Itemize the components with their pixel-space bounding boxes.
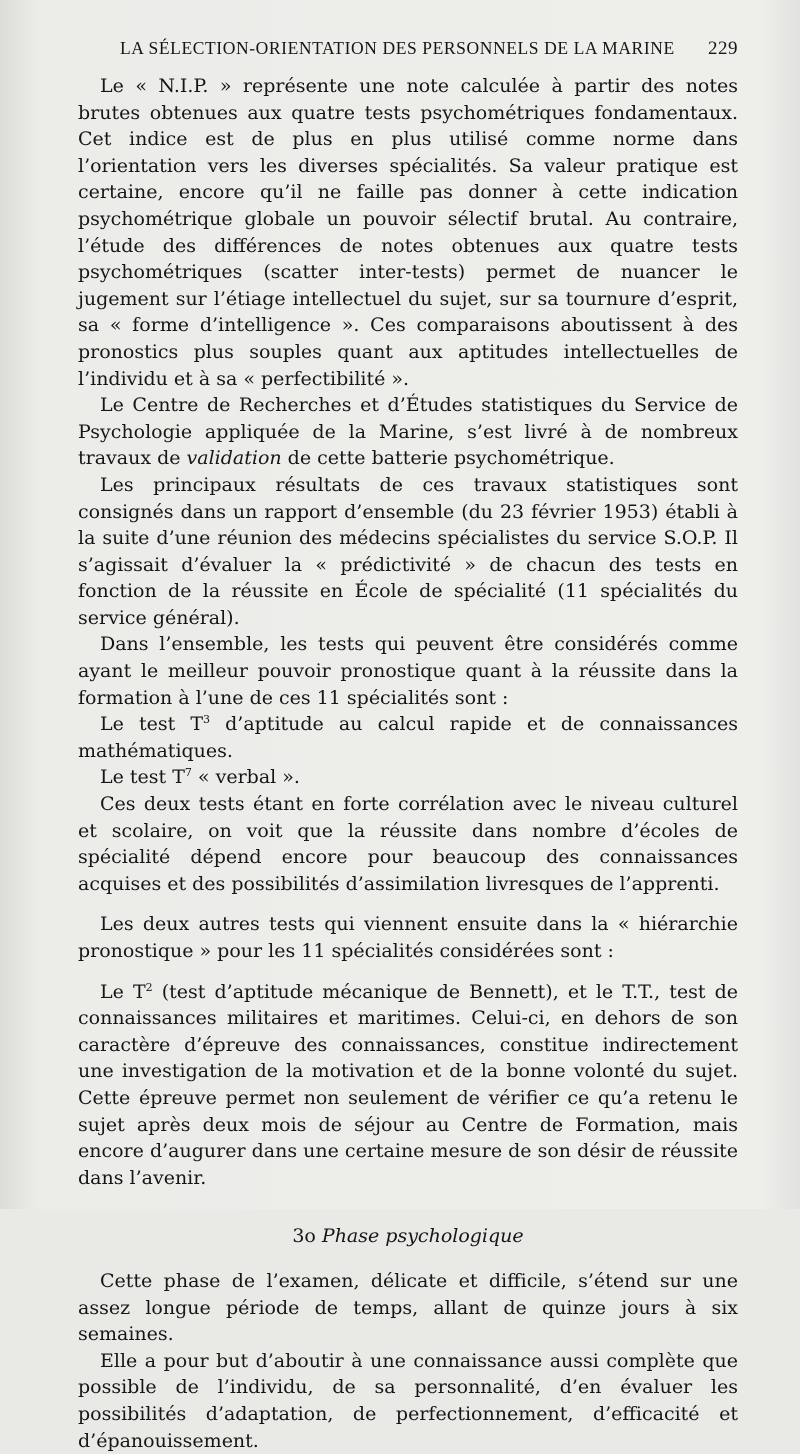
paragraph-correlation: Ces deux tests étant en forte corrélation avec le niveau culturel et scolaire, on voit que la réussite dans nombre d’écoles de spécialité dépend encore pour beaucoup des connaissances acquises et des possibilités d’assimilation livresques de l’apprenti. [78,793,738,895]
running-title: LA SÉLECTION-ORIENTATION DES PERSONNELS DE LA MARINE [120,38,675,58]
spacer [78,897,738,911]
paragraph-test-t2 [78,979,738,1192]
page-number: 229 [708,38,738,59]
paragraph-centre-recherches [78,392,738,472]
superscript: 7 [184,766,192,780]
paragraph-phase: Cette phase de l’examen, délicate et difficile, s’étend sur une assez longue période de temps, allant de quinze jours à six semaines. [78,1269,738,1346]
paragraph-text: (test d’aptitude mécanique de Bennett), et le T.T., test de connaissances militaires et maritimes. Celui-ci, en dehors de son caractère d’épreuve des connaissances, constitue indirectement une investigation de la motivation et de la bonne volonté du sujet. Cette épreuve permet non seulement de vérifier ce qu’a retenu le sujet après deux mois de séjour au Centre de Formation, mais encore d’augurer dans une certaine mesure de son désir de réussite dans l’avenir. [78,980,738,1189]
paragraph-ensemble: Dans l’ensemble, les tests qui peuvent être considérés comme ayant le meilleur pouvoir pronostique quant à la réussite dans la formation à l’une de ces 11 spécialités sont : [78,633,738,709]
section-number: 3o [292,1225,316,1248]
paragraph-text: Le test T [100,766,185,789]
paragraph-but: Elle a pour but d’aboutir à une connaissance aussi complète que possible de l’individu, de sa personnalité, d’en évaluer les possibilités d’adaptation, de perfectionnement, d’efficacité et d’épanouissement. [78,1349,738,1452]
paragraph-resultats: Les principaux résultats de ces travaux statistiques sont consignés dans un rapport d’ensemble (du 23 février 1953) établi à la suite d’une réunion des médecins spécialistes du service S.O.P. Il s’agissait d’évaluer la « prédictivité » de chacun des tests en fonction de la réussite en École de spécialité (11 spécialités du service général). [78,473,738,629]
paragraph-hierarchie: Les deux autres tests qui viennent ensuite dans la « hiérarchie pronostique » pour les 11 spécialités considérées sont : [78,913,738,962]
paragraph-text: « verbal ». [191,766,300,789]
paragraph-text: Le test T [100,713,204,736]
superscript: 3 [203,713,211,727]
spacer [78,965,738,979]
section-heading [78,1223,738,1250]
paragraph-test-t3 [78,711,738,764]
section-title: Phase psychologique [321,1225,524,1248]
italic-term: validation [186,447,282,470]
paragraph-nip: Le « N.I.P. » représente une note calculée à partir des notes brutes obtenues aux quatre tests psychométriques fondamentaux. Cet indice est de plus en plus utilisé comme norme dans l’orientation vers les diverses spécialités. Sa valeur pratique est certaine, encore qu’il ne faille pas donner à cette indication psychométrique globale un pouvoir sélectif brutal. Au contraire, l’étude des différences de notes obtenues aux quatre tests psychométriques (scatter inter-tests) permet de nuancer le jugement sur l’étiage intellectuel du sujet, sur sa tournure d’esprit, sa « forme d’intelligence ». Ces comparaisons aboutissent à des pronostics plus souples quant aux aptitudes intellectuelles de l’individu et à sa « perfectibilité ». [78,75,738,390]
paragraph-text: Le Centre de Recherches et d’Études statistiques du Service de Psychologie appliquée de la Marine, s’est livré à de nombreux travaux de [78,394,738,470]
superscript: 2 [145,980,153,994]
paragraph-test-t7 [78,764,738,791]
page-body [78,73,738,1454]
paragraph-text: d’aptitude au calcul rapide et de connaissances mathématiques. [78,713,738,762]
spacer [78,1191,738,1223]
paragraph-text: de cette batterie psychométrique. [281,447,615,470]
paragraph-text: Le T [100,980,146,1003]
running-header [120,38,738,59]
